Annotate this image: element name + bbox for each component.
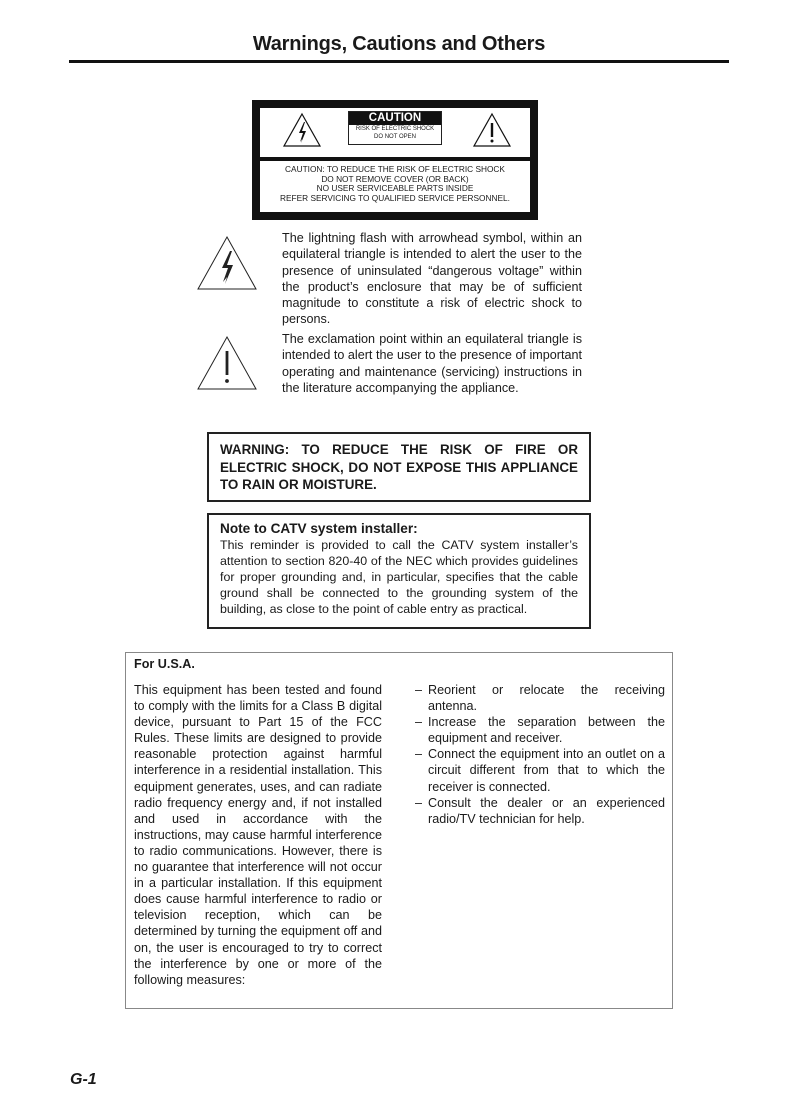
measure-item	[415, 746, 665, 794]
caution-sub-line: RISK OF ELECTRIC SHOCK	[355, 126, 435, 132]
measure-text: Connect the equipment into an outlet on a circuit different from that to which the receiver is connected.	[428, 747, 665, 794]
catv-note-box	[207, 513, 591, 629]
exclamation-triangle-icon	[472, 112, 512, 148]
caution-line: REFER SERVICING TO QUALIFIED SERVICE PERSONNEL.	[280, 192, 510, 203]
dash-bullet: –	[415, 683, 423, 697]
symbol-description: The exclamation point within an equilateral triangle is intended to alert the user to the presence of important operating and maintenance (servicing) instructions in the literature accompanying the appliance.	[282, 332, 582, 395]
dash-bullet: –	[415, 747, 423, 762]
dash-bullet: –	[415, 715, 423, 730]
title-rule	[69, 60, 729, 63]
caution-subtext	[349, 125, 441, 141]
caution-badge	[348, 111, 442, 145]
caution-label-text	[260, 161, 530, 212]
warning-box: WARNING: TO REDUCE THE RISK OF FIRE OR ELECTRIC SHOCK, DO NOT EXPOSE THIS APPLIANCE TO RAIN OR MOISTURE.	[207, 432, 591, 502]
page-number: G-1	[70, 1071, 97, 1088]
measure-text: Reorient or relocate the receiving antenna.	[428, 683, 665, 714]
lightning-triangle-icon	[282, 112, 322, 148]
measure-item	[415, 682, 665, 714]
measure-text: Consult the dealer or an experienced radio/TV technician for help.	[428, 795, 665, 826]
catv-note-body: This reminder is provided to call the CATV system installer’s attention to section 820-40 of the NEC which provides guidelines for proper grounding and, in particular, specifies that the cable ground shall be connected to the grounding system of the building, as close to the point of cable entry as practical.	[220, 538, 578, 617]
caution-sub-line: DO NOT OPEN	[374, 133, 416, 140]
measure-item	[415, 714, 665, 746]
dash-bullet: –	[415, 795, 423, 810]
caution-heading: CAUTION	[349, 112, 441, 125]
caution-line: CAUTION: TO REDUCE THE RISK OF ELECTRIC SHOCK	[285, 164, 505, 174]
caution-line: DO NOT REMOVE COVER (OR BACK)	[321, 173, 469, 184]
fcc-statement: This equipment has been tested and found to comply with the limits for a Class B digital device, pursuant to Part 15 of the FCC Rules. These limits are designed to provide reasonable protection against harmful interference in a residential installation. This equipment generates, uses, and can radiate radio frequency energy and, if not installed and used in accordance with the instructions, may cause harmful interference to radio communications. However, there is no guarantee that interference will not occur in a particular installation. If this equipment does cause harmful interference to radio or television reception, which can be determined by turning the equipment off and on, the user is encouraged to try to correct the interference by one or more of the following measures:	[134, 683, 382, 987]
exclamation-triangle-icon	[196, 335, 258, 391]
caution-line: NO USER SERVICEABLE PARTS INSIDE	[316, 183, 474, 194]
symbol-description: The lightning flash with arrowhead symbol, within an equilateral triangle is intended to alert the user to the presence of uninsulated “dangerous voltage” within the product’s enclosure that may be of sufficient magnitude to constitute a risk of electric shock to persons.	[282, 231, 582, 327]
measure-text: Increase the separation between the equipment and receiver.	[428, 715, 665, 746]
measure-item	[415, 795, 665, 827]
page-title: Warnings, Cautions and Others	[252, 33, 546, 55]
usa-title: For U.S.A.	[134, 657, 195, 671]
lightning-triangle-icon	[196, 235, 258, 291]
caution-label	[252, 100, 538, 220]
catv-note-title: Note to CATV system installer:	[220, 521, 418, 536]
usa-fcc-box	[125, 652, 673, 1009]
measures-list	[415, 682, 665, 827]
caution-label-top	[260, 108, 530, 157]
